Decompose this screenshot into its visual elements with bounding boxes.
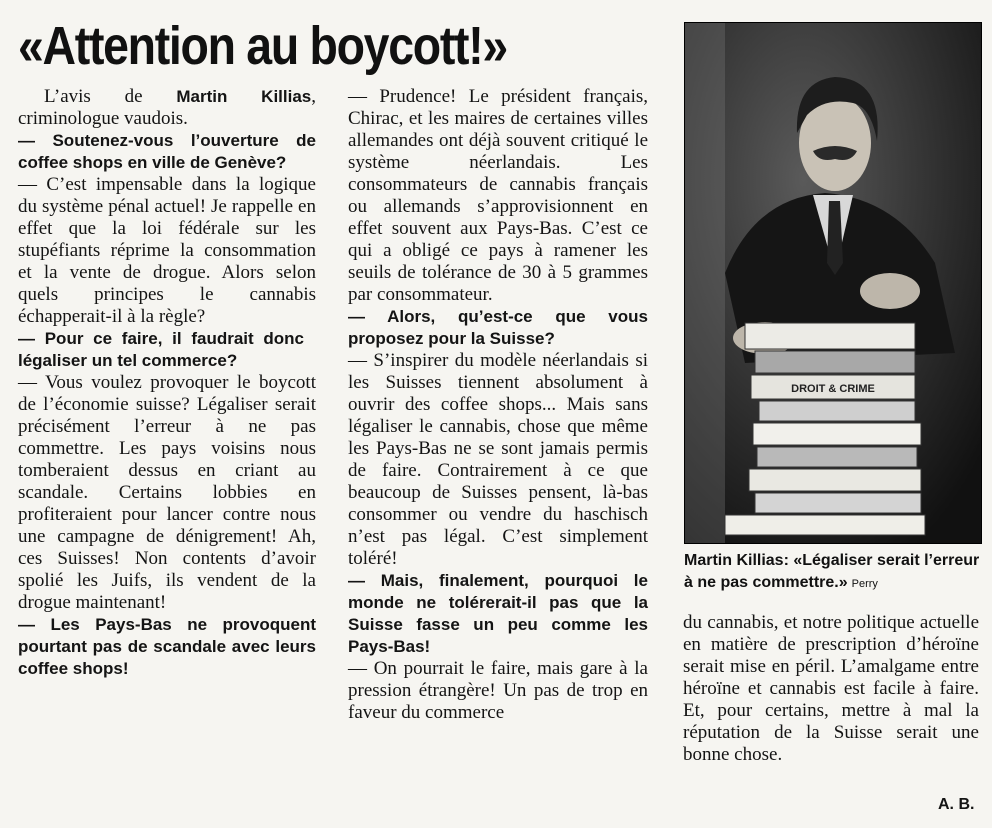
book-title: DROIT & CRIME [791,383,875,395]
caption-text: Martin Killias: «Légaliser serait l’erreur à ne pas commettre.» [684,552,980,591]
question-5: — Mais, finalement, pourquoi le monde ne tolérerait-il pas que la Suisse fasse un peu comme les Pays-Bas! [348,571,648,656]
article-column-1 [18,86,316,680]
intro-paragraph [18,86,316,130]
answer-1: — C’est impensable dans la logique du système pénal actuel! Je rappelle en effet que la loi fédérale sur les stupéfiants réprime la consommation et la vente de drogue. Alors selon quels principes le cannabis échapperait-il à la règle? [18,174,316,327]
interviewee-name: Martin Killias [176,87,312,106]
portrait-illustration [685,23,981,543]
question-3: — Les Pays-Bas ne provoquent pourtant pas de scandale avec leurs coffee shops! [18,615,316,678]
photo-caption [684,550,984,595]
answer-4: — S’inspirer du modèle néerlandais si les Suisses tiennent absolument à ouvrir des coffee shops... Mais sans légaliser le cannabis, chose que même les Pays-Bas ne se sont jamais permis de faire. Contrairement à ce que beaucoup de Suisses pensent, là-bas consommer ou vendre du haschisch n’est pas légal. C’est simplement toléré! [348,350,648,569]
answer-5-continued: du cannabis, et notre politique actuelle en matière de prescription d’héroïne serait mise en péril. L’amalgame entre héroïne et cannabis est facile à faire. Et, pour certains, mettre à mal la réputation de la Suisse serait une bonne chose. [683,612,979,765]
article-column-2 [348,86,648,724]
byline: A. B. [938,796,975,813]
question-4: — Alors, qu’est-ce que vous proposez pour la Suisse? [348,307,648,348]
answer-5: — On pourrait le faire, mais gare à la pression étrangère! Un pas de trop en faveur du commerce [348,658,648,723]
portrait-photo [684,22,982,544]
intro-prefix: L’avis de [44,86,177,107]
intro-suffix: , criminologue vaudois. [18,86,316,129]
answer-3: — Prudence! Le président français, Chirac, et les maires de certaines villes allemandes ont déjà souvent critiqué le système néerlandais. Les consommateurs de cannabis français ou allemands s’approvisionnent en effet souvent aux Pays-Bas. C’est ce qui a obligé ce pays à ramener les seuils de tolérance de 30 à 5 grammes par consommateur. [348,86,648,305]
photo-credit: Perry [851,578,878,590]
question-1: — Soutenez-vous l’ouverture de coffee shops en ville de Genève? [18,131,316,172]
question-2: — Pour ce faire, il faudrait donc légaliser un tel commerce? [18,329,304,370]
headline: «Attention au boycott!» [18,16,507,76]
answer-2: — Vous voulez provoquer le boycott de l’économie suisse? Légaliser serait précisément l’erreur à ne pas commettre. Les pays voisins nous tomberaient dessus en criant au scandale. Certains lobbies en profiteraient pour lancer contre nous une campagne de dénigrement! Ah, ces Suisses! Non contents d’avoir spolié les Juifs, ils vendent de la drogue maintenant! [18,372,316,613]
article-column-3 [683,612,979,766]
